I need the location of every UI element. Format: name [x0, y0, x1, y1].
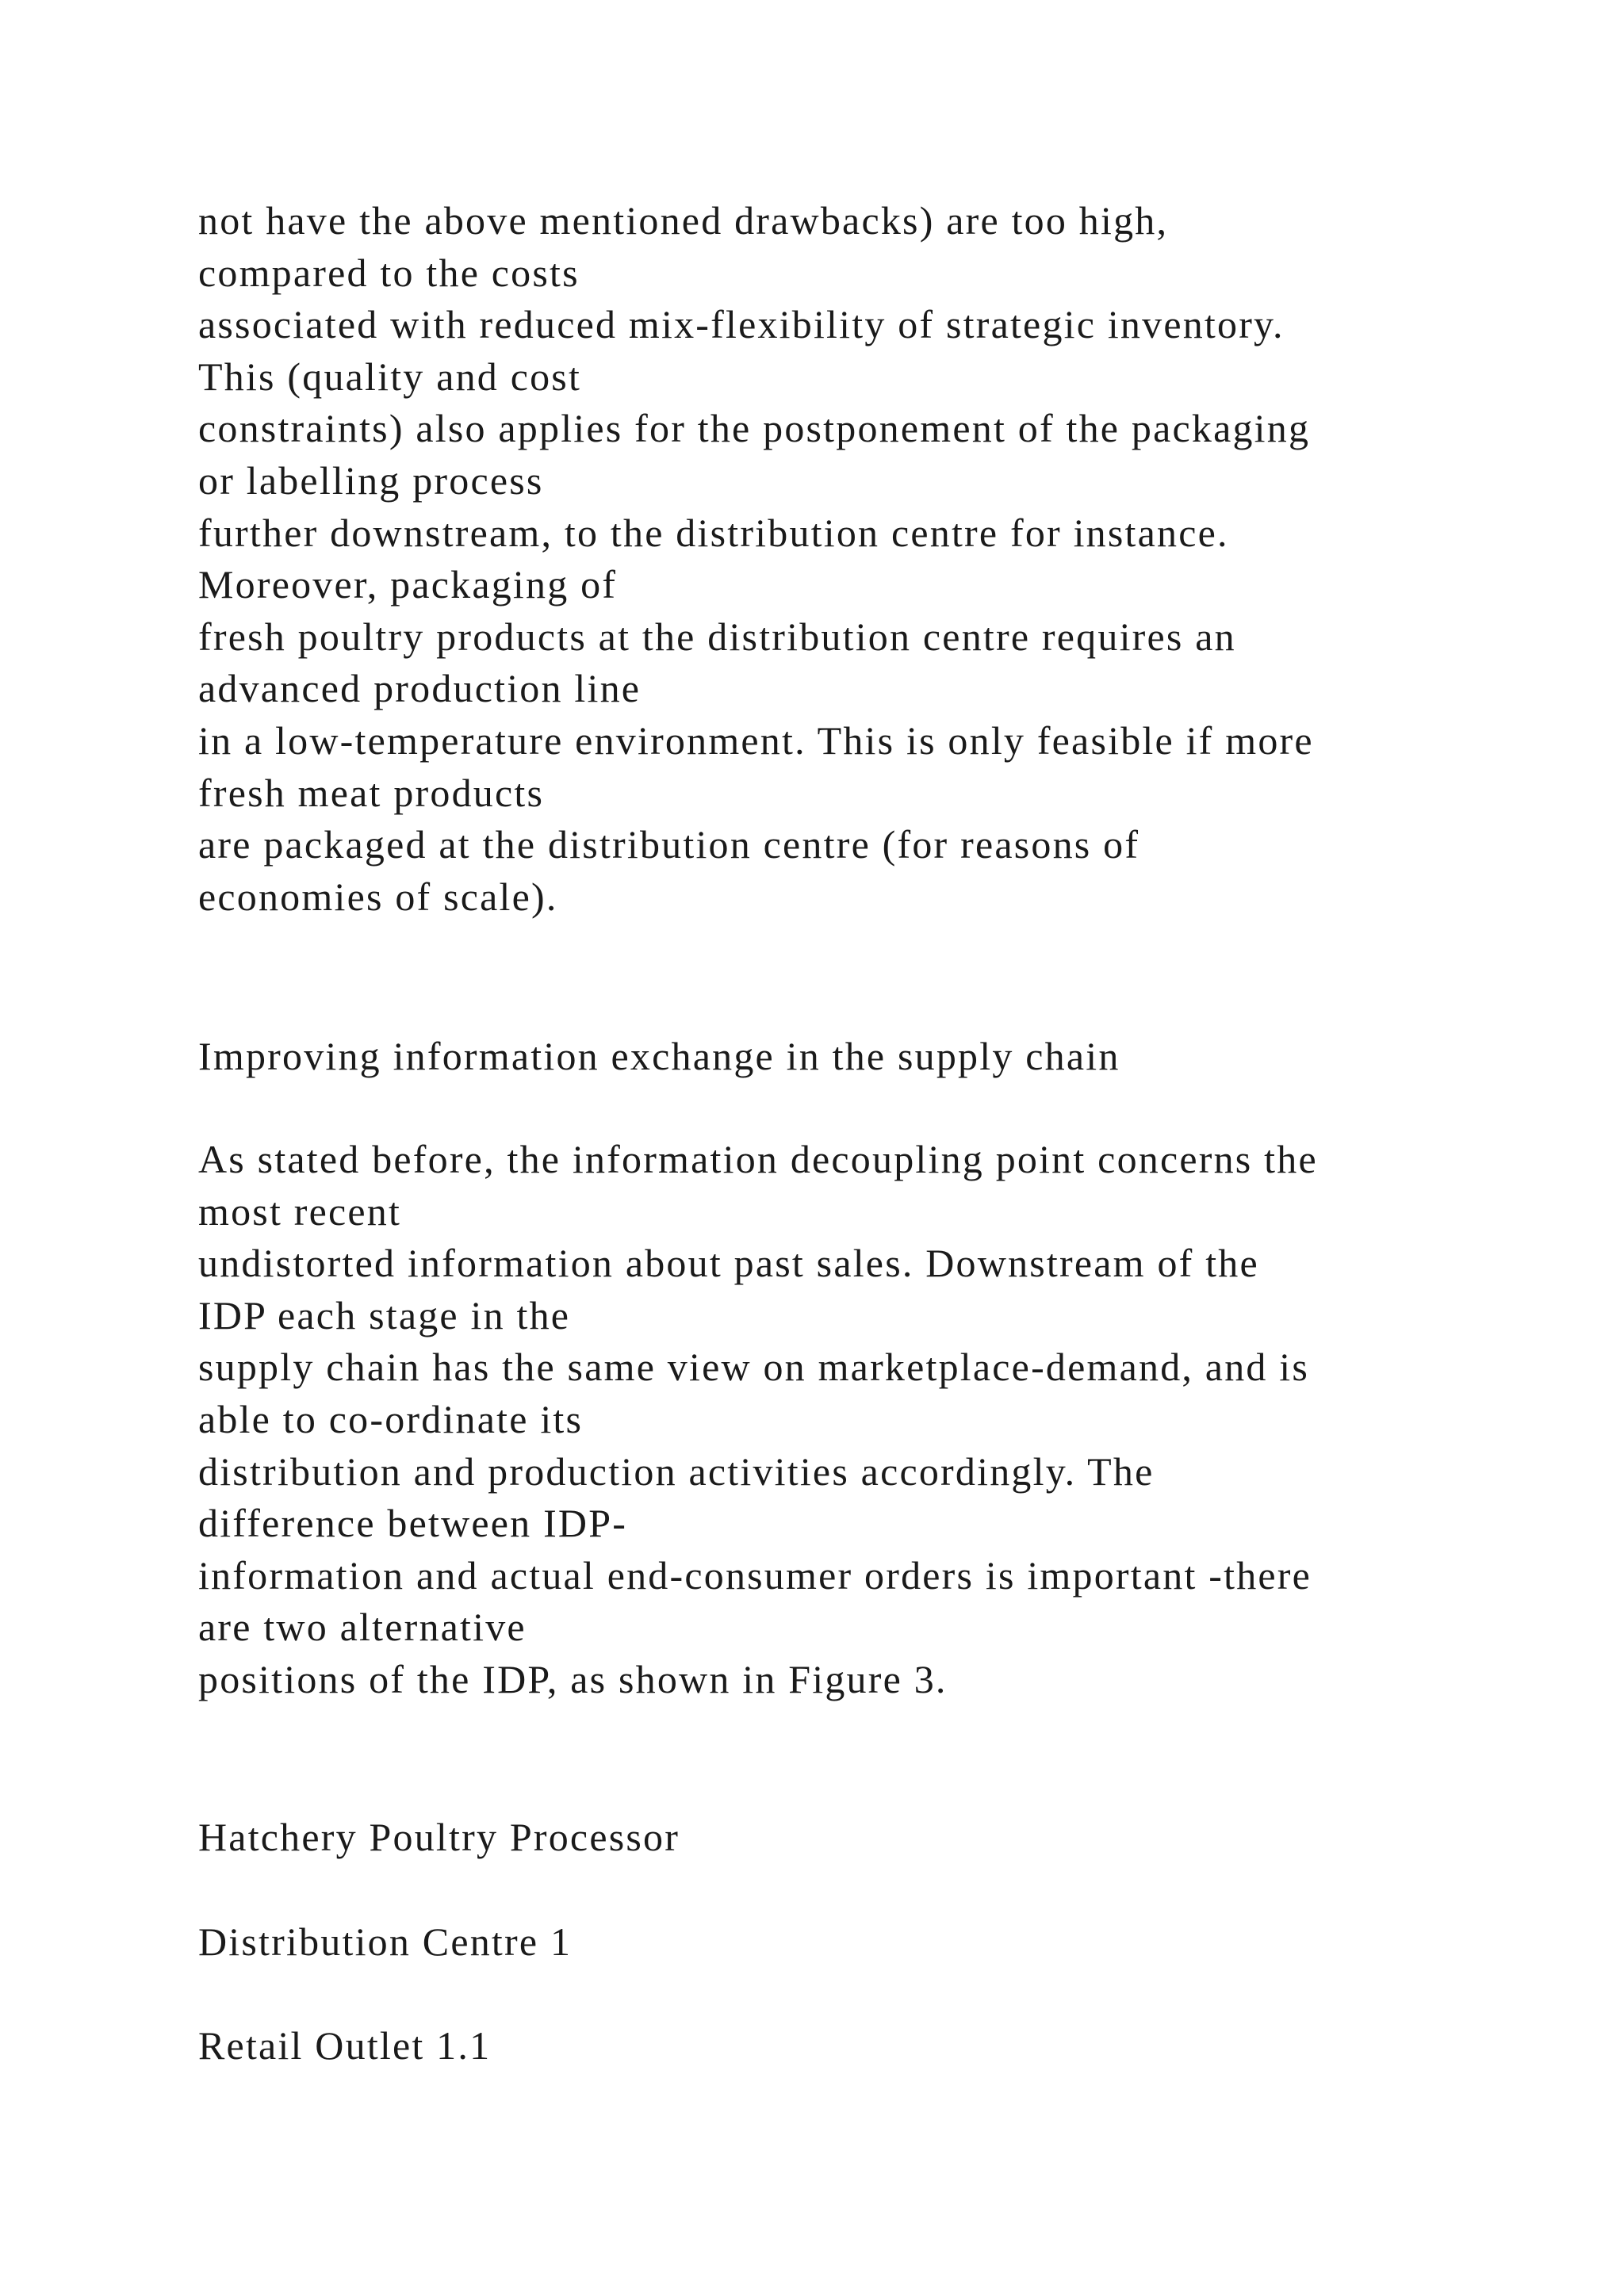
- text-line: in a low-temperature environment. This is only feasible if more: [198, 718, 1314, 763]
- text-line: IDP each stage in the: [198, 1292, 571, 1337]
- text-line: As stated before, the information decoupling point concerns the: [198, 1137, 1318, 1181]
- text-line: fresh poultry products at the distribution centre requires an: [198, 614, 1236, 659]
- text-line: advanced production line: [198, 666, 642, 711]
- text-line: This (quality and cost: [198, 354, 582, 399]
- section-heading: [198, 1031, 1546, 1083]
- text-line: are packaged at the distribution centre (for reasons of: [198, 822, 1140, 867]
- text-line: distribution and production activities accordingly. The: [198, 1448, 1155, 1494]
- paragraph-postponement: [198, 195, 1546, 923]
- figure-label-text: Distribution Centre 1: [198, 1919, 573, 1964]
- text-line: Moreover, packaging of: [198, 562, 618, 607]
- figure-label-retail-outlet: [198, 2020, 1546, 2072]
- heading-text: Improving information exchange in the supply chain: [198, 1034, 1120, 1078]
- text-line: most recent: [198, 1188, 402, 1234]
- figure-label-hatchery: [198, 1812, 1546, 1864]
- text-line: fresh meat products: [198, 770, 545, 815]
- text-line: compared to the costs: [198, 250, 580, 295]
- text-line: supply chain has the same view on marketplace-demand, and is: [198, 1345, 1310, 1390]
- text-line: not have the above mentioned drawbacks) are too high,: [198, 198, 1169, 243]
- figure-label-text: Hatchery Poultry Processor: [198, 1815, 680, 1859]
- text-line: difference between IDP-: [198, 1501, 628, 1546]
- text-line: further downstream, to the distribution centre for instance.: [198, 510, 1229, 555]
- text-line: economies of scale).: [198, 874, 558, 919]
- text-line: are two alternative: [198, 1605, 527, 1650]
- text-line: constraints) also applies for the postponement of the packaging: [198, 406, 1311, 451]
- text-line: able to co-ordinate its: [198, 1396, 584, 1441]
- text-line: positions of the IDP, as shown in Figure 3.: [198, 1656, 948, 1701]
- text-line: information and actual end-consumer orders is important -there: [198, 1552, 1312, 1598]
- text-line: associated with reduced mix-flexibility of strategic inventory.: [198, 302, 1285, 347]
- text-line: undistorted information about past sales. Downstream of the: [198, 1241, 1259, 1286]
- figure-label-text: Retail Outlet 1.1: [198, 2023, 492, 2068]
- text-line: or labelling process: [198, 457, 544, 503]
- figure-label-distribution-centre: [198, 1916, 1546, 1969]
- paragraph-information-decoupling: [198, 1134, 1546, 1706]
